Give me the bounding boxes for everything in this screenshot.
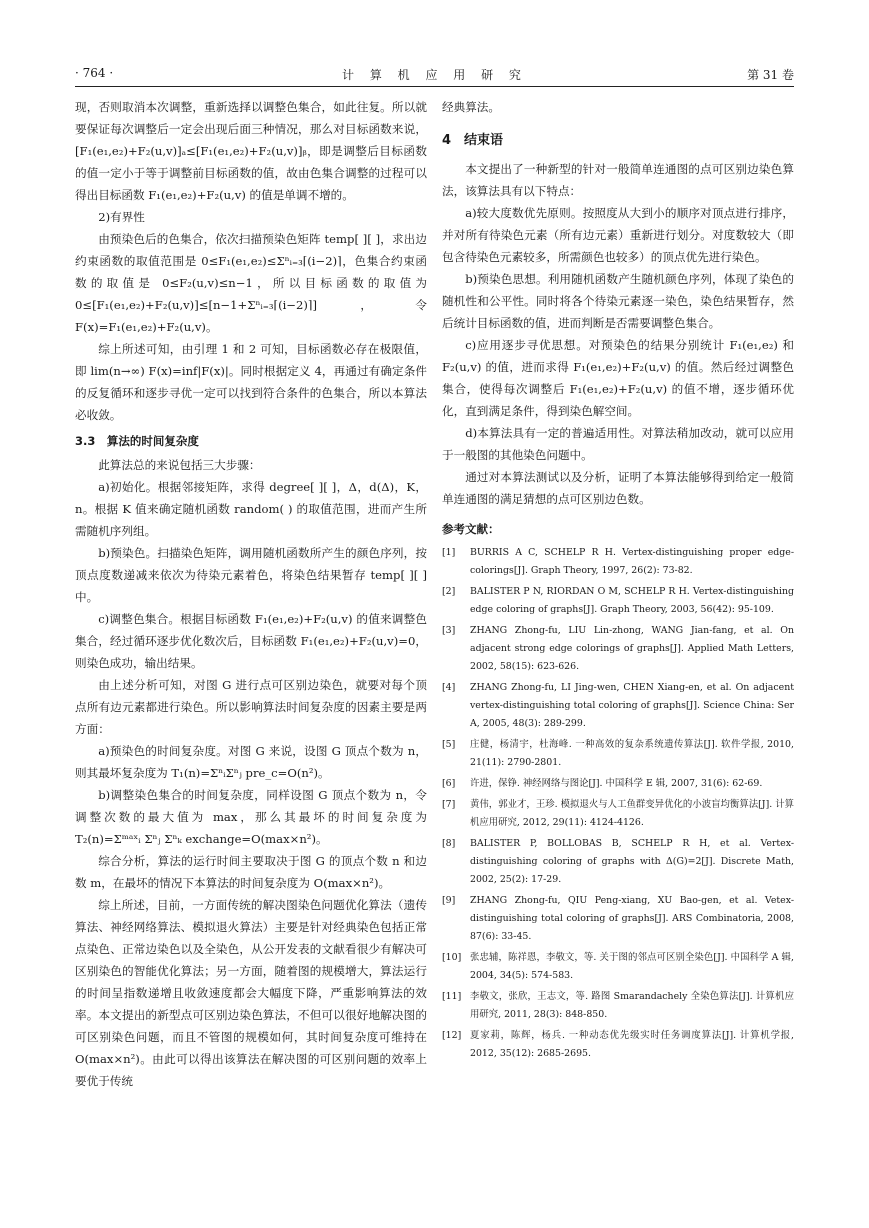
paragraph: c)应用逐步寻优思想。对预染色的结果分别统计 F₁(e₁,e₂) 和 F₂(u,v) 的值，进而求得 F₁(e₁,e₂)+F₂(u,v) 的值。然后经过调整色集合，使得每次调整后 F₁(e₁,e₂)+F₂(u,v) 的值不增，逐步循环优化，直到满足条件，得到染色解空间。 — [442, 338, 794, 418]
reference-number: [9] — [442, 895, 456, 906]
reference-number: [8] — [442, 838, 456, 849]
paragraph: a)初始化。根据邻接矩阵，求得 degree[ ][ ]，Δ，d(Δ)，K，n。根据 K 值来确定随机函数 random( ) 的取值范围，进而产生所需随机序列组。 — [75, 480, 427, 538]
running-header — [75, 64, 794, 87]
paragraph: 本文提出了一种新型的针对一般简单连通图的点可区别边染色算法，该算法具有以下特点： — [442, 162, 794, 198]
paragraph: 综合分析，算法的运行时间主要取决于图 G 的顶点个数 n 和边数 m，在最坏的情况下本算法的时间复杂度为 O(max×n²)。 — [75, 854, 427, 890]
paragraph: c)调整色集合。根据目标函数 F₁(e₁,e₂)+F₂(u,v) 的值来调整色集合，经过循环逐步优化数次后，目标函数 F₁(e₁,e₂)+F₂(u,v)=0，则染色成功，输出结果。 — [75, 612, 427, 670]
reference-number: [10] — [442, 952, 462, 963]
subheading-boundedness: 2)有界性 — [98, 210, 145, 224]
reference-number: [2] — [442, 586, 456, 597]
paragraph: a)预染色的时间复杂度。对图 G 来说，设图 G 顶点个数为 n，则其最坏复杂度为 T₁(n)=ΣⁿᵢΣⁿⱼ pre_c=O(n²)。 — [75, 744, 427, 780]
paragraph: a)较大度数优先原则。按照度从大到小的顺序对顶点进行排序，并对所有待染色元素（所有边元素）重新进行划分。对度数较大（即包含待染色元素较多，所需颜色也较多）的顶点优先进行染色。 — [442, 206, 794, 264]
reference-item — [442, 679, 794, 733]
reference-list — [442, 544, 794, 1063]
paragraph: b)调整染色集合的时间复杂度，同样设图 G 顶点个数为 n，令调整次数的最大值为 max，那么其最坏的时间复杂度为 T₂(n)=Σᵐᵃˣᵢ Σⁿⱼ Σⁿₖ exchange=O(max×n²)。 — [75, 788, 427, 846]
reference-text: ZHANG Zhong-fu, LIU Lin-zhong, WANG Jian-fang, et al. On adjacent strong edge colorings of graphs[J]. Applied Math Letters, 2002, 58(15): 623-626. — [470, 625, 794, 672]
reference-item — [442, 583, 794, 619]
reference-number: [7] — [442, 799, 456, 810]
reference-item — [442, 949, 794, 985]
section-heading-4: 4 结束语 — [442, 133, 504, 148]
reference-number: [6] — [442, 778, 456, 789]
reference-text: BALISTER P N, RIORDAN O M, SCHELP R H. Vertex-distinguishing edge coloring of graphs[J]. Graph Theory, 2003, 56(42): 95-109. — [470, 586, 794, 615]
paragraph: 由预染色后的色集合，依次扫描预染色矩阵 temp[ ][ ]，求出边约束函数的取值范围是 0≤F₁(e₁,e₂)≤Σⁿᵢ₌₃⌈(i−2)⌉，色集合约束函数的取值是 0≤F₂(u,v)≤n−1，所以目标函数的取值为 0≤[F₁(e₁,e₂)+F₂(u,v)]≤[n−1+Σⁿᵢ₌₃⌈(i−2)⌉]，令 F(x)=F₁(e₁,e₂)+F₂(u,v)。 — [75, 232, 427, 334]
reference-number: [3] — [442, 625, 456, 636]
paragraph: b)预染色。扫描染色矩阵，调用随机函数所产生的颜色序列，按顶点度数递减来依次为待染元素着色，将染色结果暂存 temp[ ][ ]中。 — [75, 546, 427, 604]
paragraph: 由上述分析可知，对图 G 进行点可区别边染色，就要对每个顶点所有边元素都进行染色。所以影响算法时间复杂度的因素主要是两方面： — [75, 678, 427, 736]
reference-text: 黄伟，郭业才，王珍. 模拟退火与人工鱼群变异优化的小波盲均衡算法[J]. 计算机应用研究, 2012, 29(11): 4124-4126. — [470, 799, 794, 828]
reference-item — [442, 622, 794, 676]
reference-number: [12] — [442, 1030, 462, 1041]
reference-text: ZHANG Zhong-fu, QIU Peng-xiang, XU Bao-gen, et al. Vetex-distinguishing total coloring of graphs[J]. ARS Combinatoria, 2008, 87(6): 33-45. — [470, 895, 794, 942]
reference-text: BURRIS A C, SCHELP R H. Vertex-distinguishing proper edge-colorings[J]. Graph Theory, 1997, 26(2): 73-82. — [470, 547, 794, 576]
reference-text: 张忠辅，陈祥恩，李敬文，等. 关于图的邻点可区别全染色[J]. 中国科学 A 辑, 2004, 34(5): 574-583. — [470, 952, 794, 981]
section-heading-3-3: 3.3 算法的时间复杂度 — [75, 434, 199, 448]
reference-text: ZHANG Zhong-fu, LI Jing-wen, CHEN Xiang-en, et al. On adjacent vertex-distinguishing total coloring of graphs[J]. Science China: Ser A, 2005, 48(3): 289-299. — [470, 682, 794, 729]
page-number: · 764 · — [75, 66, 114, 80]
left-column — [75, 96, 427, 1092]
journal-title: 计 算 机 应 用 研 究 — [342, 68, 527, 82]
reference-item — [442, 796, 794, 832]
reference-number: [5] — [442, 739, 456, 750]
reference-item — [442, 736, 794, 772]
reference-number: [4] — [442, 682, 456, 693]
reference-text: 李敬文，张欣，王志文，等. 路图 Smarandachely 全染色算法[J]. 计算机应用研究, 2011, 28(3): 848-850. — [470, 991, 794, 1020]
paragraph: 综上所述，目前，一方面传统的解决图染色问题优化算法（遗传算法、神经网络算法、模拟退火算法）主要是针对经典染色包括正常点染色、正常边染色以及全染色，从公开发表的文献看很少有解决可区别染色的智能优化算法；另一方面，随着图的规模增大，算法运行的时间呈指数递增且收敛速度都会大幅度下降，严重影响算法的效率。本文提出的新型点可区别边染色算法，不但可以很好地解决图的可区别染色问题，而且不管图的规模如何，其时间复杂度可维持在 O(max×n²)。由此可以得出该算法在解决图的可区别问题的效率上要优于传统 — [75, 898, 427, 1088]
reference-item — [442, 1027, 794, 1063]
paragraph: 综上所述可知，由引理 1 和 2 可知，目标函数必存在极限值，即 lim(n→∞) F(x)=inf|F(x)|。同时根据定义 4，再通过有确定条件的反复循环和逐步寻优一定可以找到符合条件的色集合，所以本算法必收敛。 — [75, 342, 427, 422]
reference-number: [1] — [442, 547, 456, 558]
reference-item — [442, 544, 794, 580]
reference-item — [442, 988, 794, 1024]
paragraph: 通过对本算法测试以及分析，证明了本算法能够得到给定一般简单连通图的满足猜想的点可区别边色数。 — [442, 470, 794, 506]
references-heading: 参考文献： — [442, 522, 500, 536]
paragraph: b)预染色思想。利用随机函数产生随机颜色序列，体现了染色的随机性和公平性。同时将各个待染元素逐一染色，染色结果暂存，然后统计目标函数的值，进而判断是否需要调整色集合。 — [442, 272, 794, 330]
reference-text: BALISTER P, BOLLOBAS B, SCHELP R H, et al. Vertex-distinguishing coloring of graphs with Δ(G)=2[J]. Discrete Math, 2002, 25(2): 17-29. — [470, 838, 794, 885]
paragraph: 现，否则取消本次调整，重新选择以调整色集合，如此往复。所以就要保证每次调整后一定会出现后面三种情况，那么对目标函数来说，[F₁(e₁,e₂)+F₂(u,v)]ₐ≤[F₁(e₁,e₂)+F₂(u,v)]ᵦ，即是调整后目标函数的值一定小于等于调整前目标函数的值，故由色集合调整的过程可以得出目标函数 F₁(e₁,e₂)+F₂(u,v) 的值是单调不增的。 — [75, 100, 427, 202]
paragraph: 经典算法。 — [442, 100, 500, 114]
reference-text: 庄健，杨清宇，杜海峰. 一种高效的复杂系统遗传算法[J]. 软件学报, 2010, 21(11): 2790-2801. — [470, 739, 794, 768]
reference-text: 许进，保铮. 神经网络与图论[J]. 中国科学 E 辑, 2007, 31(6): 62-69. — [470, 778, 763, 789]
reference-item — [442, 775, 794, 793]
volume-label: 第 31 卷 — [747, 68, 794, 82]
reference-item — [442, 835, 794, 889]
paragraph: 此算法总的来说包括三大步骤： — [98, 458, 261, 472]
reference-text: 夏家莉，陈辉，杨兵. 一种动态优先级实时任务调度算法[J]. 计算机学报, 2012, 35(12): 2685-2695. — [470, 1030, 794, 1059]
reference-number: [11] — [442, 991, 462, 1002]
reference-item — [442, 892, 794, 946]
paragraph: d)本算法具有一定的普遍适用性。对算法稍加改动，就可以应用于一般图的其他染色问题中。 — [442, 426, 794, 462]
right-column — [442, 96, 794, 1066]
